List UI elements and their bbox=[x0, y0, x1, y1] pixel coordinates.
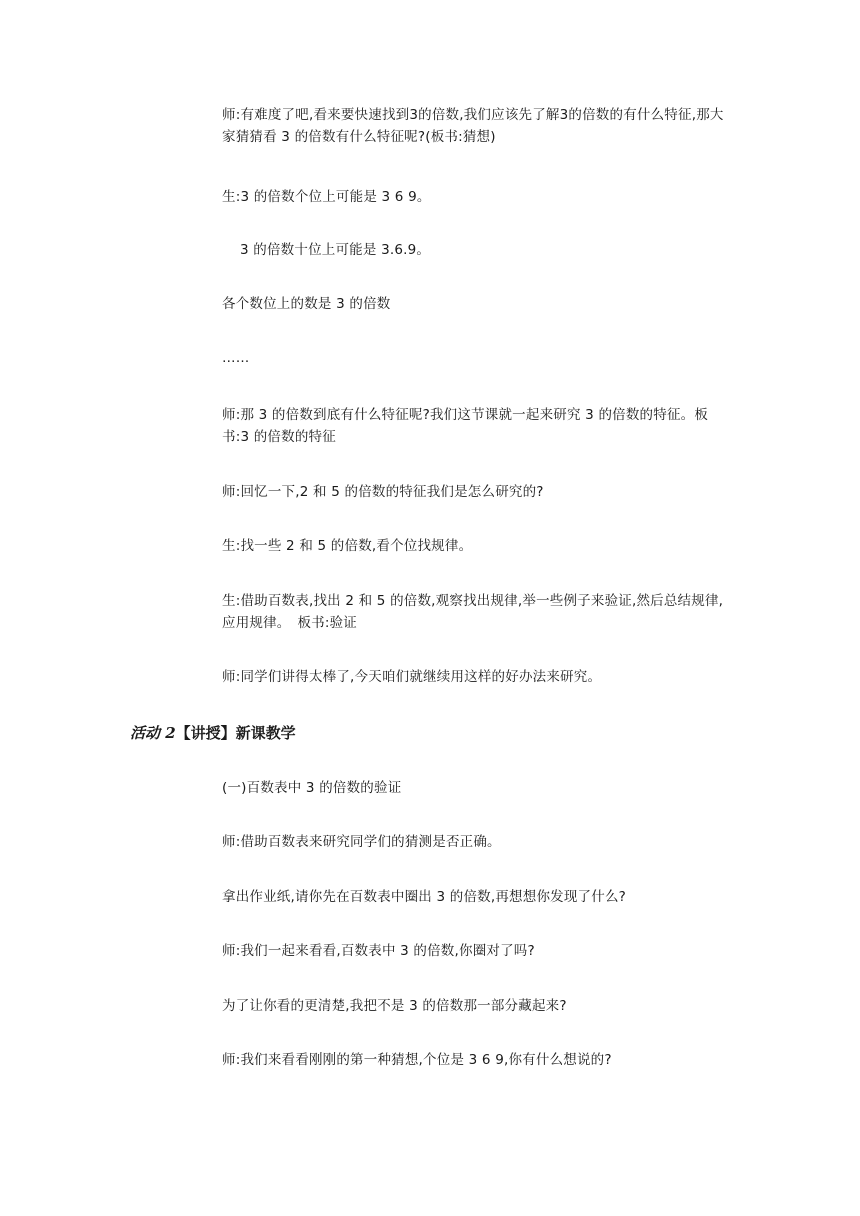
paragraph-teacher-check: 师:我们一起来看看,百数表中 3 的倍数,你圈对了吗? bbox=[222, 943, 535, 959]
paragraph-teacher-guess: 师:有难度了吧,看来要快速找到3的倍数,我们应该先了解3的倍数的有什么特征,那大家猜猜看 3 的倍数有什么特征呢?(板书:猜想) bbox=[222, 107, 724, 145]
paragraph-hide: 为了让你看的更清楚,我把不是 3 的倍数那一部分藏起来? bbox=[222, 998, 567, 1014]
paragraph-student-ones-digit: 生:3 的倍数个位上可能是 3 6 9。 bbox=[222, 189, 431, 205]
paragraph-student-find: 生:找一些 2 和 5 的倍数,看个位找规律。 bbox=[222, 538, 473, 554]
heading-prefix: 活动 2 bbox=[130, 724, 176, 742]
paragraph-ellipsis: …… bbox=[222, 350, 250, 366]
paragraph-each-digit: 各个数位上的数是 3 的倍数 bbox=[222, 296, 391, 312]
paragraph-student-table: 生:借助百数表,找出 2 和 5 的倍数,观察找出规律,举一些例子来验证,然后总结规律,应用规律。 板书:验证 bbox=[222, 593, 724, 631]
paragraph-teacher-recall: 师:回忆一下,2 和 5 的倍数的特征我们是怎么研究的? bbox=[222, 484, 544, 500]
paragraph-worksheet: 拿出作业纸,请你先在百数表中圈出 3 的倍数,再想想你发现了什么? bbox=[222, 889, 627, 905]
paragraph-teacher-feature: 师:那 3 的倍数到底有什么特征呢?我们这节课就一起来研究 3 的倍数的特征。板书:3 的倍数的特征 bbox=[222, 407, 709, 445]
heading-title: 【讲授】新课教学 bbox=[175, 724, 296, 742]
section-heading bbox=[130, 722, 296, 744]
paragraph-teacher-praise: 师:同学们讲得太棒了,今天咱们就继续用这样的好办法来研究。 bbox=[222, 669, 602, 685]
paragraph-tens-digit: 3 的倍数十位上可能是 3.6.9。 bbox=[240, 242, 431, 258]
paragraph-subsection-title: (一)百数表中 3 的倍数的验证 bbox=[222, 780, 402, 796]
paragraph-teacher-first-guess: 师:我们来看看刚刚的第一种猜想,个位是 3 6 9,你有什么想说的? bbox=[222, 1052, 612, 1068]
paragraph-teacher-verify: 师:借助百数表来研究同学们的猜测是否正确。 bbox=[222, 834, 501, 850]
